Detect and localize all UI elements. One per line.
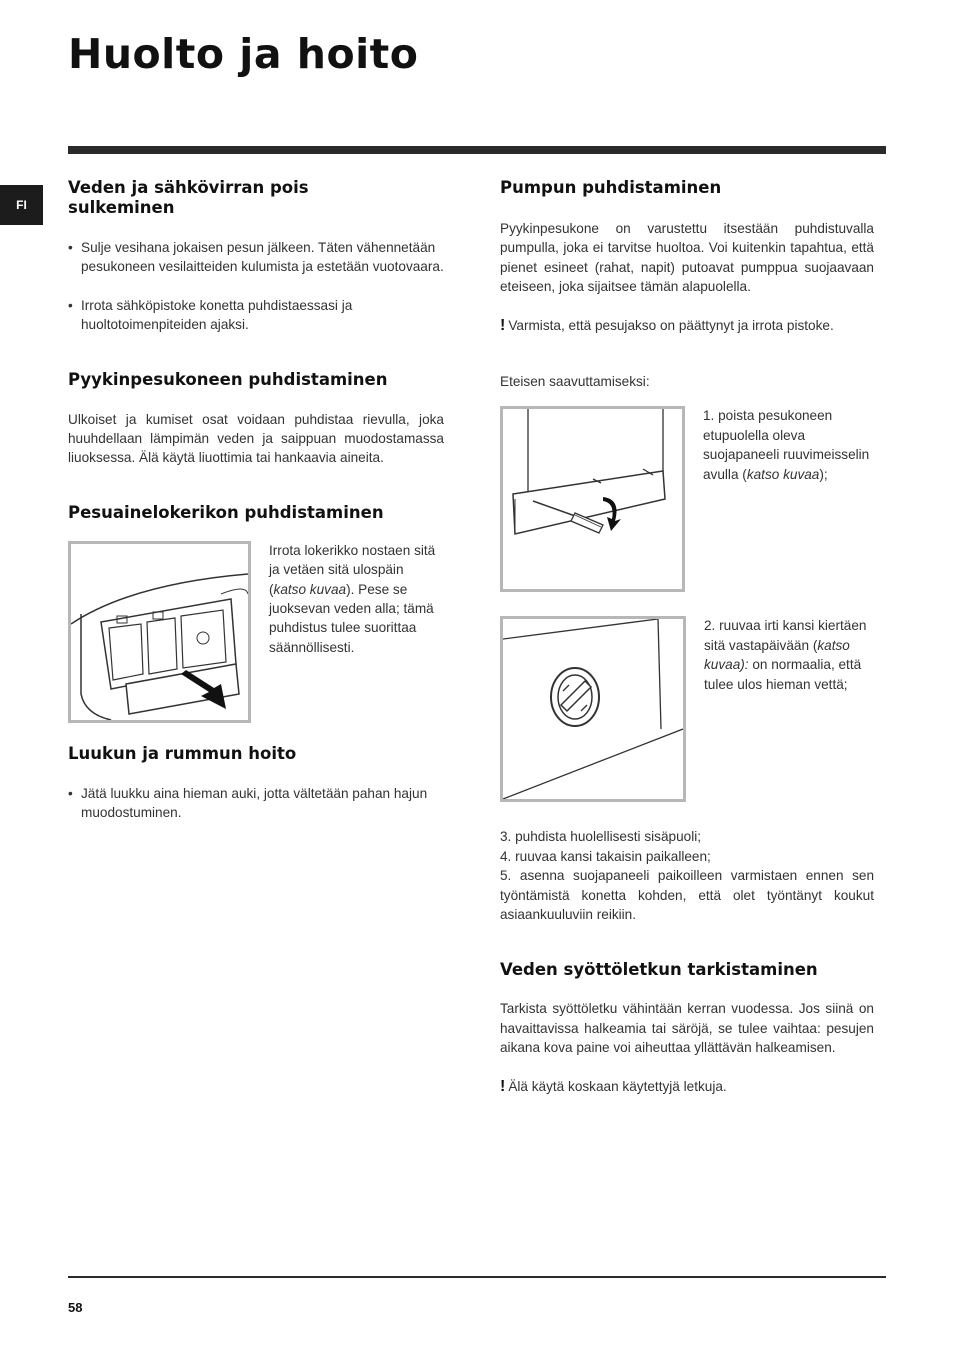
title-divider: [68, 146, 886, 154]
list-item: • Sulje vesihana jokaisen pesun jälkeen. Täten vähennetään pesukoneen vesilaitteiden kulumista ja estetään vuotovaara.: [68, 238, 444, 277]
section-heading-machine-cleaning: Pyykinpesukoneen puhdistaminen: [68, 369, 388, 389]
detergent-drawer-text: Irrota lokerikko nostaen sitä ja vetäen sitä ulospäin (katso kuvaa). Pese se juoksevan veden alla; tämä puhdistus tulee suorittaa säännöllisesti.: [269, 542, 436, 655]
warning-hose: ! Älä käytä koskaan käytettyjä letkuja.: [500, 1077, 727, 1095]
paragraph-inlet-hose: Tarkista syöttöletku vähintään kerran vuodessa. Jos siinä on havaittavissa halkeamia tai säröjä, se tulee vaihtaa: pesujen aikana kova paine voi aiheuttaa yllättävän halkeamisen.: [500, 1001, 874, 1056]
section-heading-detergent-drawer: Pesuainelokerikon puhdistaminen: [68, 502, 384, 522]
paragraph-access-intro: Eteisen saavuttamiseksi:: [500, 374, 650, 390]
section-heading-inlet-hose: Veden syöttöletkun tarkistaminen: [500, 960, 818, 980]
step1-text: 1. poista pesukoneen etupuolella oleva suojapaneeli ruuvimeisselin avulla (katso kuvaa);: [703, 408, 870, 482]
left-column: [68, 178, 444, 823]
language-tab: FI: [0, 185, 43, 225]
detergent-drawer-block: [68, 541, 444, 723]
paragraph-machine-cleaning: Ulkoiset ja kumiset osat voidaan puhdistaa rievulla, joka huuhdellaan lämpimän veden ja saippuan muodostamassa liuoksessa. Älä käytä liuottimia tai hankaavia aineita.: [68, 411, 444, 466]
step4-text: 4. ruuvaa kansi takaisin paikalleen;: [500, 848, 711, 864]
list-item: • Jätä luukku aina hieman auki, jotta vältetään pahan hajun muodostuminen.: [68, 784, 444, 823]
step5-text: 5. asenna suojapaneeli paikoilleen varmistaen ennen sen työntämistä konetta kohden, että olet työntänyt koukut asiaankuuluviin reikiin.: [500, 868, 874, 923]
bullet-list-power-water: [68, 238, 444, 335]
step3-text: 3. puhdista huolellisesti sisäpuoli;: [500, 829, 702, 845]
screwdriver-drawing: [503, 409, 682, 589]
section-heading-door-drum: Luukun ja rummun hoito: [68, 743, 297, 763]
warning-pump: ! Varmista, että pesujakso on päättynyt ja irrota pistoke.: [500, 316, 834, 334]
drawer-drawing: [71, 544, 248, 720]
warning-icon: !: [500, 1077, 506, 1095]
right-column: [500, 178, 874, 1096]
step1-block: [500, 406, 874, 592]
page-number: 58: [68, 1300, 83, 1315]
step2-block: [500, 616, 874, 802]
bullet-list-door-drum: [68, 784, 444, 823]
remaining-steps: [500, 827, 874, 924]
list-item: • Irrota sähköpistoke konetta puhdistaessasi ja huoltotoimenpiteiden ajaksi.: [68, 296, 444, 335]
footer-divider: [68, 1276, 886, 1278]
page-title: Huolto ja hoito: [68, 30, 419, 78]
pump-cover-drawing: [503, 619, 683, 799]
pump-cover-illustration: [500, 616, 686, 802]
paragraph-pump-intro: Pyykinpesukone on varustettu itsestään puhdistuvalla pumpulla, joka ei tarvitse huoltoa. Voi kuitenkin tapahtua, että pienet esineet (rahat, napit) putoavat pumppua suojaavaan eteiseen, joka sijaitsee tämän alapuolella.: [500, 221, 874, 295]
step2-text: 2. ruuvaa irti kansi kiertäen sitä vastapäivään (katso kuvaa): on normaalia, että tulee ulos hieman vettä;: [704, 618, 867, 692]
panel-removal-illustration: [500, 406, 685, 592]
detergent-drawer-illustration: [68, 541, 251, 723]
section-heading-power-water: Veden ja sähkövirran pois sulkeminen: [68, 178, 309, 217]
section-heading-pump-cleaning: Pumpun puhdistaminen: [500, 178, 722, 197]
warning-icon: !: [500, 316, 506, 334]
